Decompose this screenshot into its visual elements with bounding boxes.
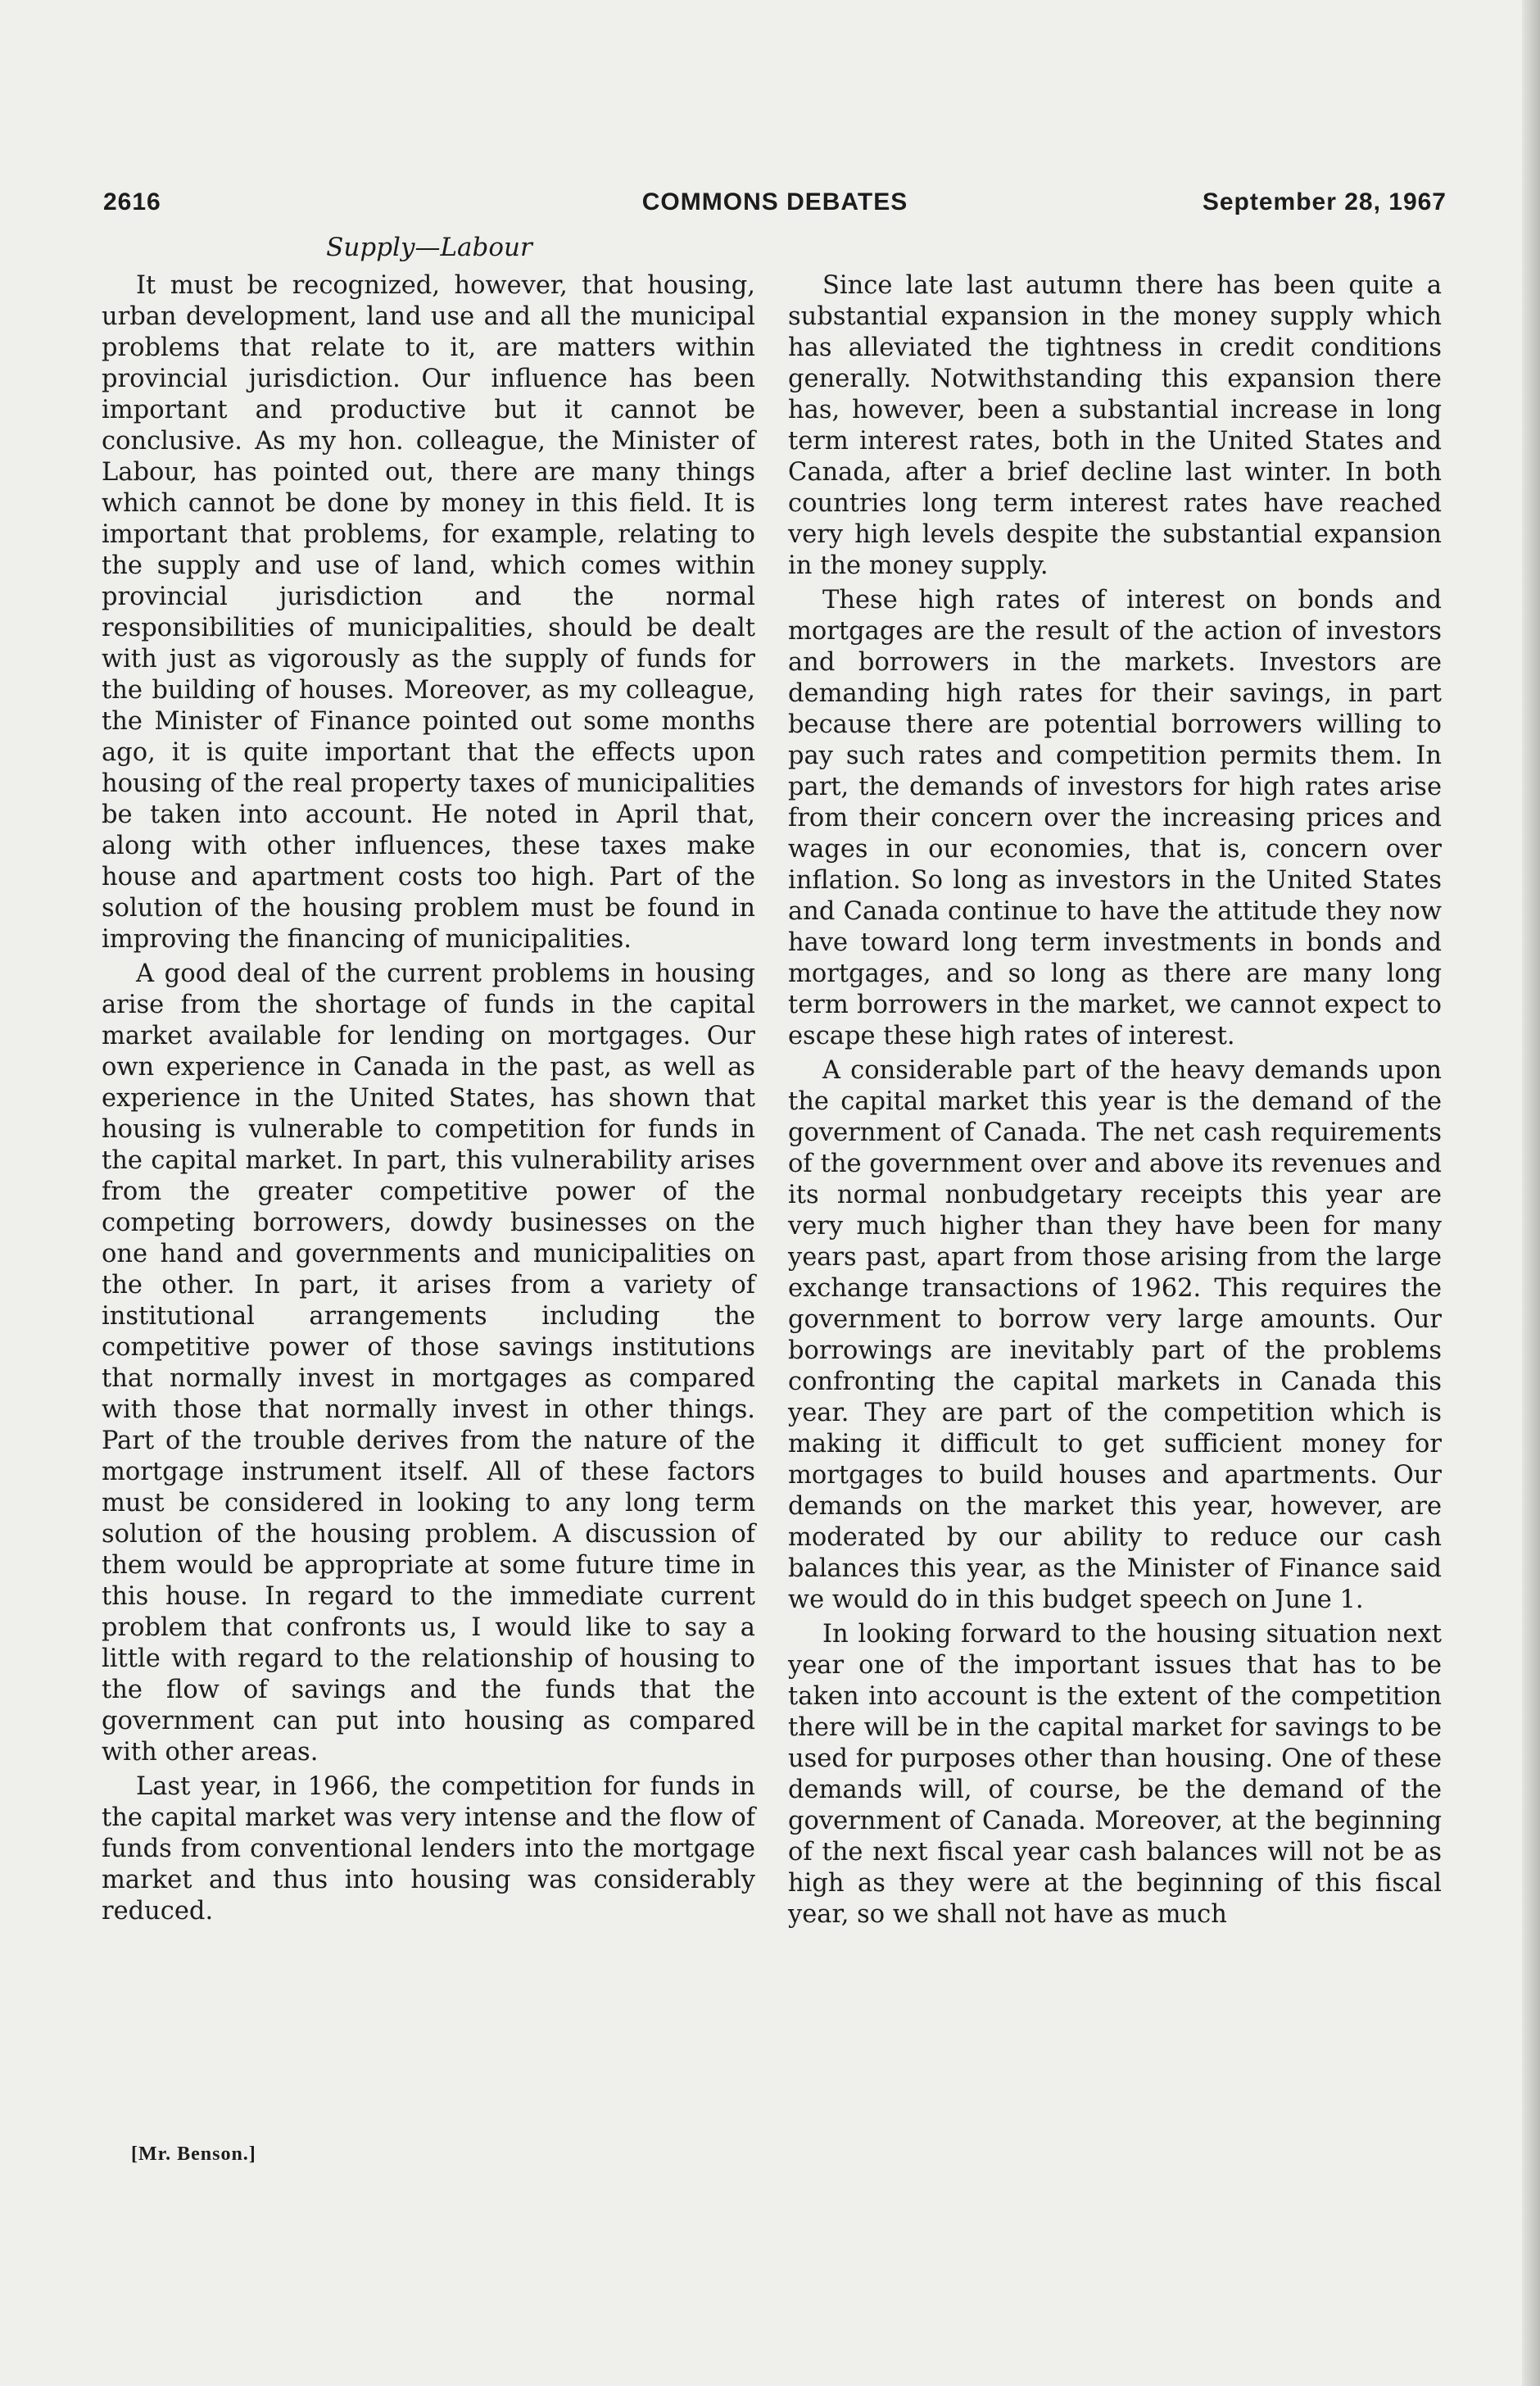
page-number: 2616 [103,188,161,215]
publication-date: September 28, 1967 [1202,188,1447,215]
page-edge-shadow [1522,0,1540,2386]
right-column [788,270,1442,1934]
speaker-attribution: [Mr. Benson.] [131,2143,256,2165]
paragraph: These high rates of interest on bonds and mortgages are the result of the action of investors and borrowers in the markets. Investors are demanding high rates for their savings, in part because there are potential borrowers willing to pay such rates and competition permits them. In part, the demands of investors for high rates arise from their concern over the increasing prices and wages in our economies, that is, concern over inflation. So long as investors in the United States and Canada continue to have the attitude they now have toward long term investments in bonds and mortgages, and so long as there are many long term borrowers in the market, we cannot expect to escape these high rates of interest. [788,586,1442,1050]
page-header [103,188,1447,226]
paragraph: A considerable part of the heavy demands upon the capital market this year is the demand of the government of Canada. The net cash requirements of the government over and above its revenues and its normal nonbudgetary receipts this year are very much higher than they have been for many years past, apart from those arising from the large exchange transactions of 1962. This requires the government to borrow very large amounts. Our borrowings are inevitably part of the problems confronting the capital markets in Canada this year. They are part of the competition which is making it difficult to get sufficient money for mortgages to build houses and apartments. Our demands on the market this year, however, are moderated by our ability to reduce our cash balances this year, as the Minister of Finance said we would do in this budget speech on June 1. [788,1056,1442,1614]
paragraph: A good deal of the current problems in housing arise from the shortage of funds in the capital market available for lending on mortgages. Our own experience in Canada in the past, as well as experience in the United States, has shown that housing is vulnerable to competition for funds in the capital market. In part, this vulnerability arises from the greater competitive power of the competing borrowers, dowdy businesses on the one hand and governments and municipalities on the other. In part, it arises from a variety of institutional arrangements including the competitive power of those savings institutions that normally invest in mortgages as compared with those that normally invest in other things. Part of the trouble derives from the nature of the mortgage instrument itself. All of these factors must be considered in looking to any long term solution of the housing problem. A discussion of them would be appropriate at some future time in this house. In regard to the immediate current problem that confronts us, I would like to say a little with regard to the relationship of housing to the flow of savings and the funds that the government can put into housing as compared with other areas. [102,959,755,1767]
section-title: Supply—Labour [326,233,532,262]
left-column [102,270,755,1930]
paragraph: Since late last autumn there has been quite a substantial expansion in the money supply which has alleviated the tightness in credit conditions generally. Notwithstanding this expansion there has, however, been a substantial increase in long term interest rates, both in the United States and Canada, after a brief decline last winter. In both countries long term interest rates have reached very high levels despite the substantial expansion in the money supply. [788,271,1442,580]
paragraph: Last year, in 1966, the competition for funds in the capital market was very intense and the flow of funds from conventional lenders into the mortgage market and thus into housing was considerably reduced. [102,1772,755,1926]
journal-title: COMMONS DEBATES [641,188,908,215]
paragraph: It must be recognized, however, that housing, urban development, land use and all the municipal problems that relate to it, are matters within provincial jurisdiction. Our influence has been important and productive but it cannot be conclusive. As my hon. colleague, the Minister of Labour, has pointed out, there are many things which cannot be done by money in this field. It is important that problems, for example, relating to the supply and use of land, which comes within provincial jurisdiction and the normal responsibilities of municipalities, should be dealt with just as vigorously as the supply of funds for the building of houses. Moreover, as my colleague, the Minister of Finance pointed out some months ago, it is quite important that the effects upon housing of the real property taxes of municipalities be taken into account. He noted in April that, along with other influences, these taxes make house and apartment costs too high. Part of the solution of the housing problem must be found in improving the financing of municipalities. [102,271,755,954]
paragraph: In looking forward to the housing situation next year one of the important issues that has to be taken into account is the extent of the competition there will be in the capital market for savings to be used for purposes other than housing. One of these demands will, of course, be the demand of the government of Canada. Moreover, at the beginning of the next fiscal year cash balances will not be as high as they were at the beginning of this fiscal year, so we shall not have as much [788,1620,1442,1929]
